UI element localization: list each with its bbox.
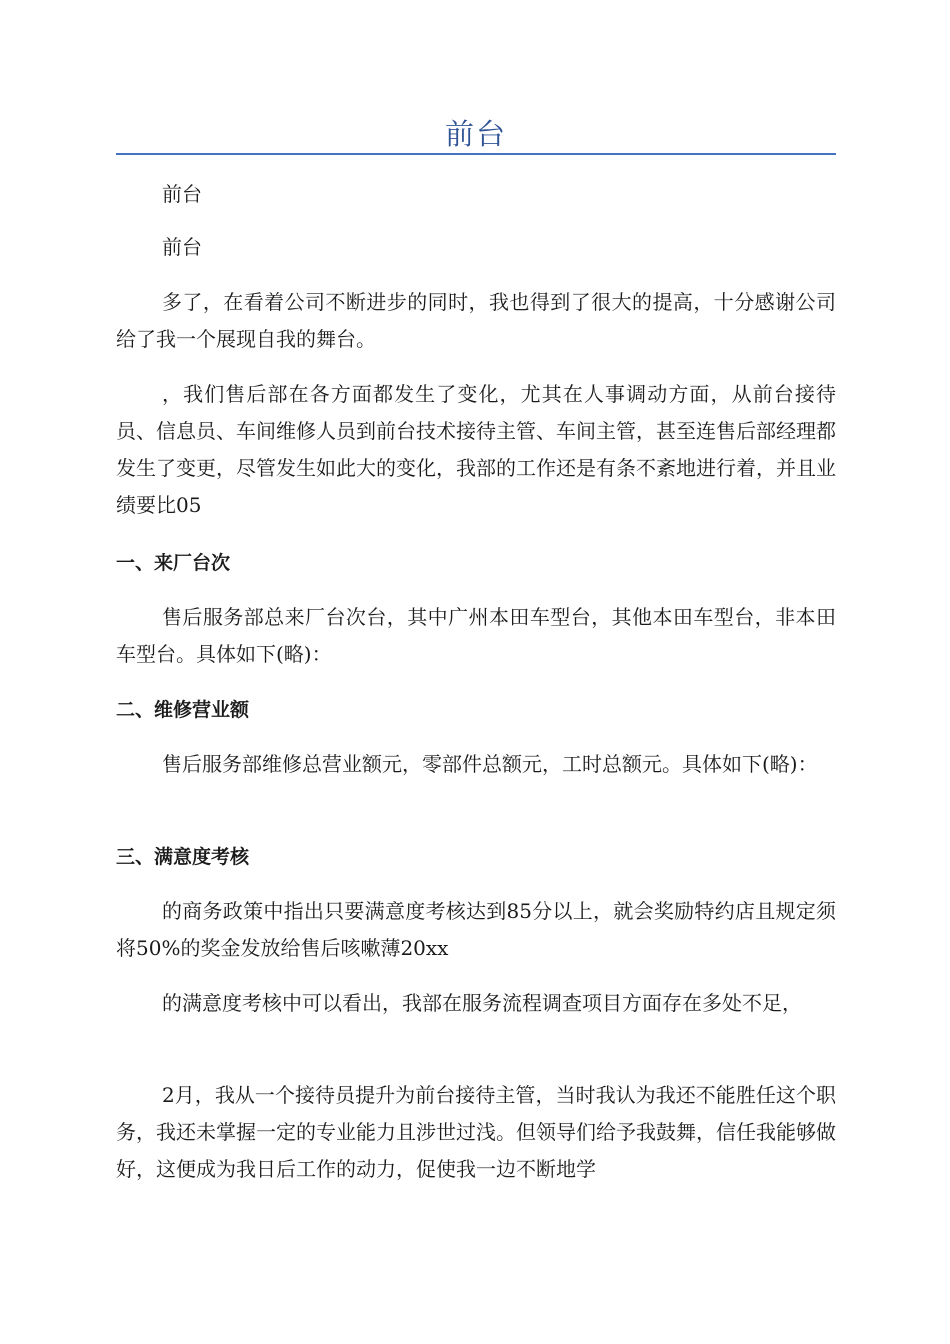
title-underline (116, 153, 836, 155)
section-heading-3: 三、满意度考核 (116, 846, 250, 868)
paragraph-9: 2月，我从一个接待员提升为前台接待主管，当时我认为我还不能胜任这个职务，我还未掌握一定的专业能力且涉世过浅。但领导们给予我鼓舞，信任我能够做好，这便成为我日后工作的动力，促使我一边不断地学 (116, 1083, 836, 1181)
paragraph-3: 多了，在看着公司不断进步的同时，我也得到了很大的提高，十分感谢公司给了我一个展现自我的舞台。 (116, 290, 836, 351)
paragraph-4: ，我们售后部在各方面都发生了变化，尤其在人事调动方面，从前台接待员、信息员、车间维修人员到前台技术接待主管、车间主管，甚至连售后部经理都发生了变更，尽管发生如此大的变化，我部的工作还是有条不紊地进行着，并且业绩要比05 (116, 382, 836, 517)
paragraph-1: 前台 (162, 182, 202, 206)
section-heading-2: 二、维修营业额 (116, 699, 250, 721)
section-heading-1: 一、来厂台次 (116, 552, 231, 574)
paragraph-5: 售后服务部总来厂台次台，其中广州本田车型台，其他本田车型台，非本田车型台。具体如下(略)： (116, 605, 836, 666)
paragraph-6: 售后服务部维修总营业额元，零部件总额元，工时总额元。具体如下(略)： (162, 752, 818, 776)
paragraph-8: 的满意度考核中可以看出，我部在服务流程调查项目方面存在多处不足， (162, 991, 802, 1015)
paragraph-7: 的商务政策中指出只要满意度考核达到85分以上，就会奖励特约店且规定须将50%的奖金发放给售后咳嗽薄20xx (116, 899, 836, 960)
paragraph-2: 前台 (162, 235, 202, 259)
document-title: 前台 (444, 117, 507, 151)
